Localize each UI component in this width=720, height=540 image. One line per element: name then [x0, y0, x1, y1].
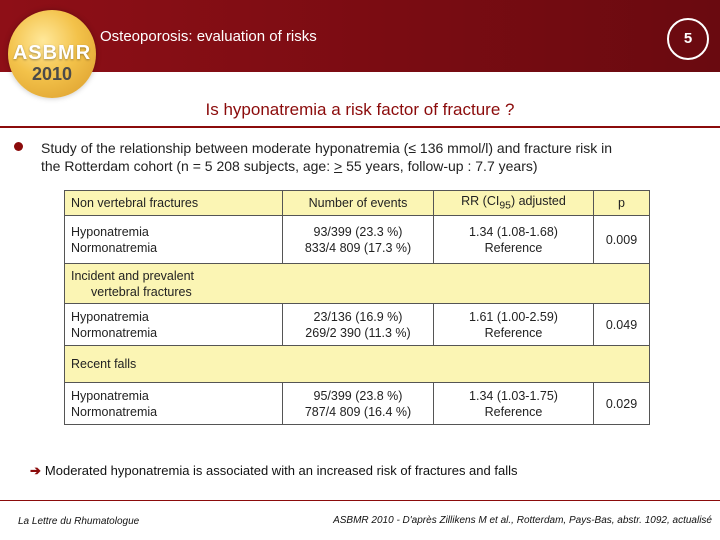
logo-year: 2010 — [31, 64, 73, 84]
bullet-dot-icon — [14, 142, 23, 151]
rr-hyponatremia: 1.34 (1.08-1.68) — [469, 224, 558, 239]
row-labels — [65, 383, 283, 425]
label-normonatremia: Normonatremia — [71, 240, 158, 255]
rr-normonatremia: Reference — [484, 240, 543, 255]
results-table — [64, 190, 650, 425]
header-p-value: p — [594, 191, 650, 216]
rr-hyponatremia: 1.61 (1.00-2.59) — [469, 309, 558, 324]
greater-equal-symbol: > — [334, 158, 343, 174]
section-label-line-1: Recent falls — [71, 357, 137, 371]
events-normonatremia: 787/4 809 (16.4 %) — [304, 404, 412, 419]
question-divider — [0, 126, 720, 128]
section-row — [65, 264, 650, 304]
asbmr-logo — [0, 0, 100, 100]
events-cell — [283, 304, 434, 346]
study-line-1: Study of the relationship between moderate hyponatremia (≤ 136 mmol/l) and fracture risk in — [41, 140, 613, 156]
events-hyponatremia: 95/399 (23.8 %) — [313, 388, 403, 403]
header-rr-post: ) adjusted — [510, 194, 566, 209]
header-rr-pre: RR (CI — [461, 194, 500, 209]
header-rr — [434, 191, 594, 216]
rr-hyponatremia: 1.34 (1.03-1.75) — [469, 388, 558, 403]
footer-divider — [0, 500, 720, 501]
header-title: Osteoporosis: evaluation of risks — [100, 28, 317, 45]
study-description — [41, 139, 711, 175]
logo-text: ASBMR — [12, 42, 92, 64]
table-row — [65, 383, 650, 425]
rr-normonatremia: Reference — [484, 325, 543, 340]
section-label-line-1: Incident and prevalent — [71, 268, 195, 283]
p-value-cell: 0.009 — [594, 216, 650, 264]
rr-cell — [434, 304, 594, 346]
section-row — [65, 346, 650, 383]
study-line-2-pre: the Rotterdam cohort (n = 5 208 subjects, age: — [41, 158, 335, 174]
label-normonatremia: Normonatremia — [71, 325, 158, 340]
conclusion-text: Moderated hyponatremia is associated with an increased risk of fractures and falls — [44, 463, 518, 478]
label-hyponatremia: Hyponatremia — [71, 224, 149, 239]
p-value-cell: 0.049 — [594, 304, 650, 346]
header-bar — [0, 0, 720, 72]
section-label — [65, 346, 650, 383]
rr-cell — [434, 216, 594, 264]
events-hyponatremia: 23/136 (16.9 %) — [313, 309, 403, 324]
row-labels — [65, 304, 283, 346]
header-number-of-events: Number of events — [283, 191, 434, 216]
events-cell — [283, 383, 434, 425]
arrow-right-icon: ➔ — [30, 463, 41, 478]
footer-source: La Lettre du Rhumatologue — [18, 516, 140, 527]
slide-question: Is hyponatremia a risk factor of fracture ? — [205, 100, 515, 119]
conclusion — [30, 463, 517, 479]
section-label-line-2: vertebral fractures — [91, 284, 192, 299]
events-hyponatremia: 93/399 (23.3 %) — [313, 224, 403, 239]
slide-number-badge: 5 — [667, 18, 709, 60]
rr-cell — [434, 383, 594, 425]
row-labels — [65, 216, 283, 264]
label-normonatremia: Normonatremia — [71, 404, 158, 419]
p-value-cell: 0.029 — [594, 383, 650, 425]
rr-normonatremia: Reference — [484, 404, 543, 419]
section-label — [65, 264, 650, 304]
table-header-row — [65, 191, 650, 216]
table-row — [65, 304, 650, 346]
footer-citation: ASBMR 2010 - D'après Zillikens M et al., Rotterdam, Pays-Bas, abstr. 1092, actualisé — [333, 515, 712, 526]
table-row — [65, 216, 650, 264]
label-hyponatremia: Hyponatremia — [71, 388, 149, 403]
events-normonatremia: 833/4 809 (17.3 %) — [304, 240, 412, 255]
header-fracture-type: Non vertebral fractures — [65, 191, 283, 216]
events-normonatremia: 269/2 390 (11.3 %) — [305, 325, 411, 340]
events-cell — [283, 216, 434, 264]
header-rr-sub: 95 — [499, 200, 511, 212]
study-line-2-post: 55 years, follow-up : 7.7 years) — [342, 158, 538, 174]
label-hyponatremia: Hyponatremia — [71, 309, 149, 324]
